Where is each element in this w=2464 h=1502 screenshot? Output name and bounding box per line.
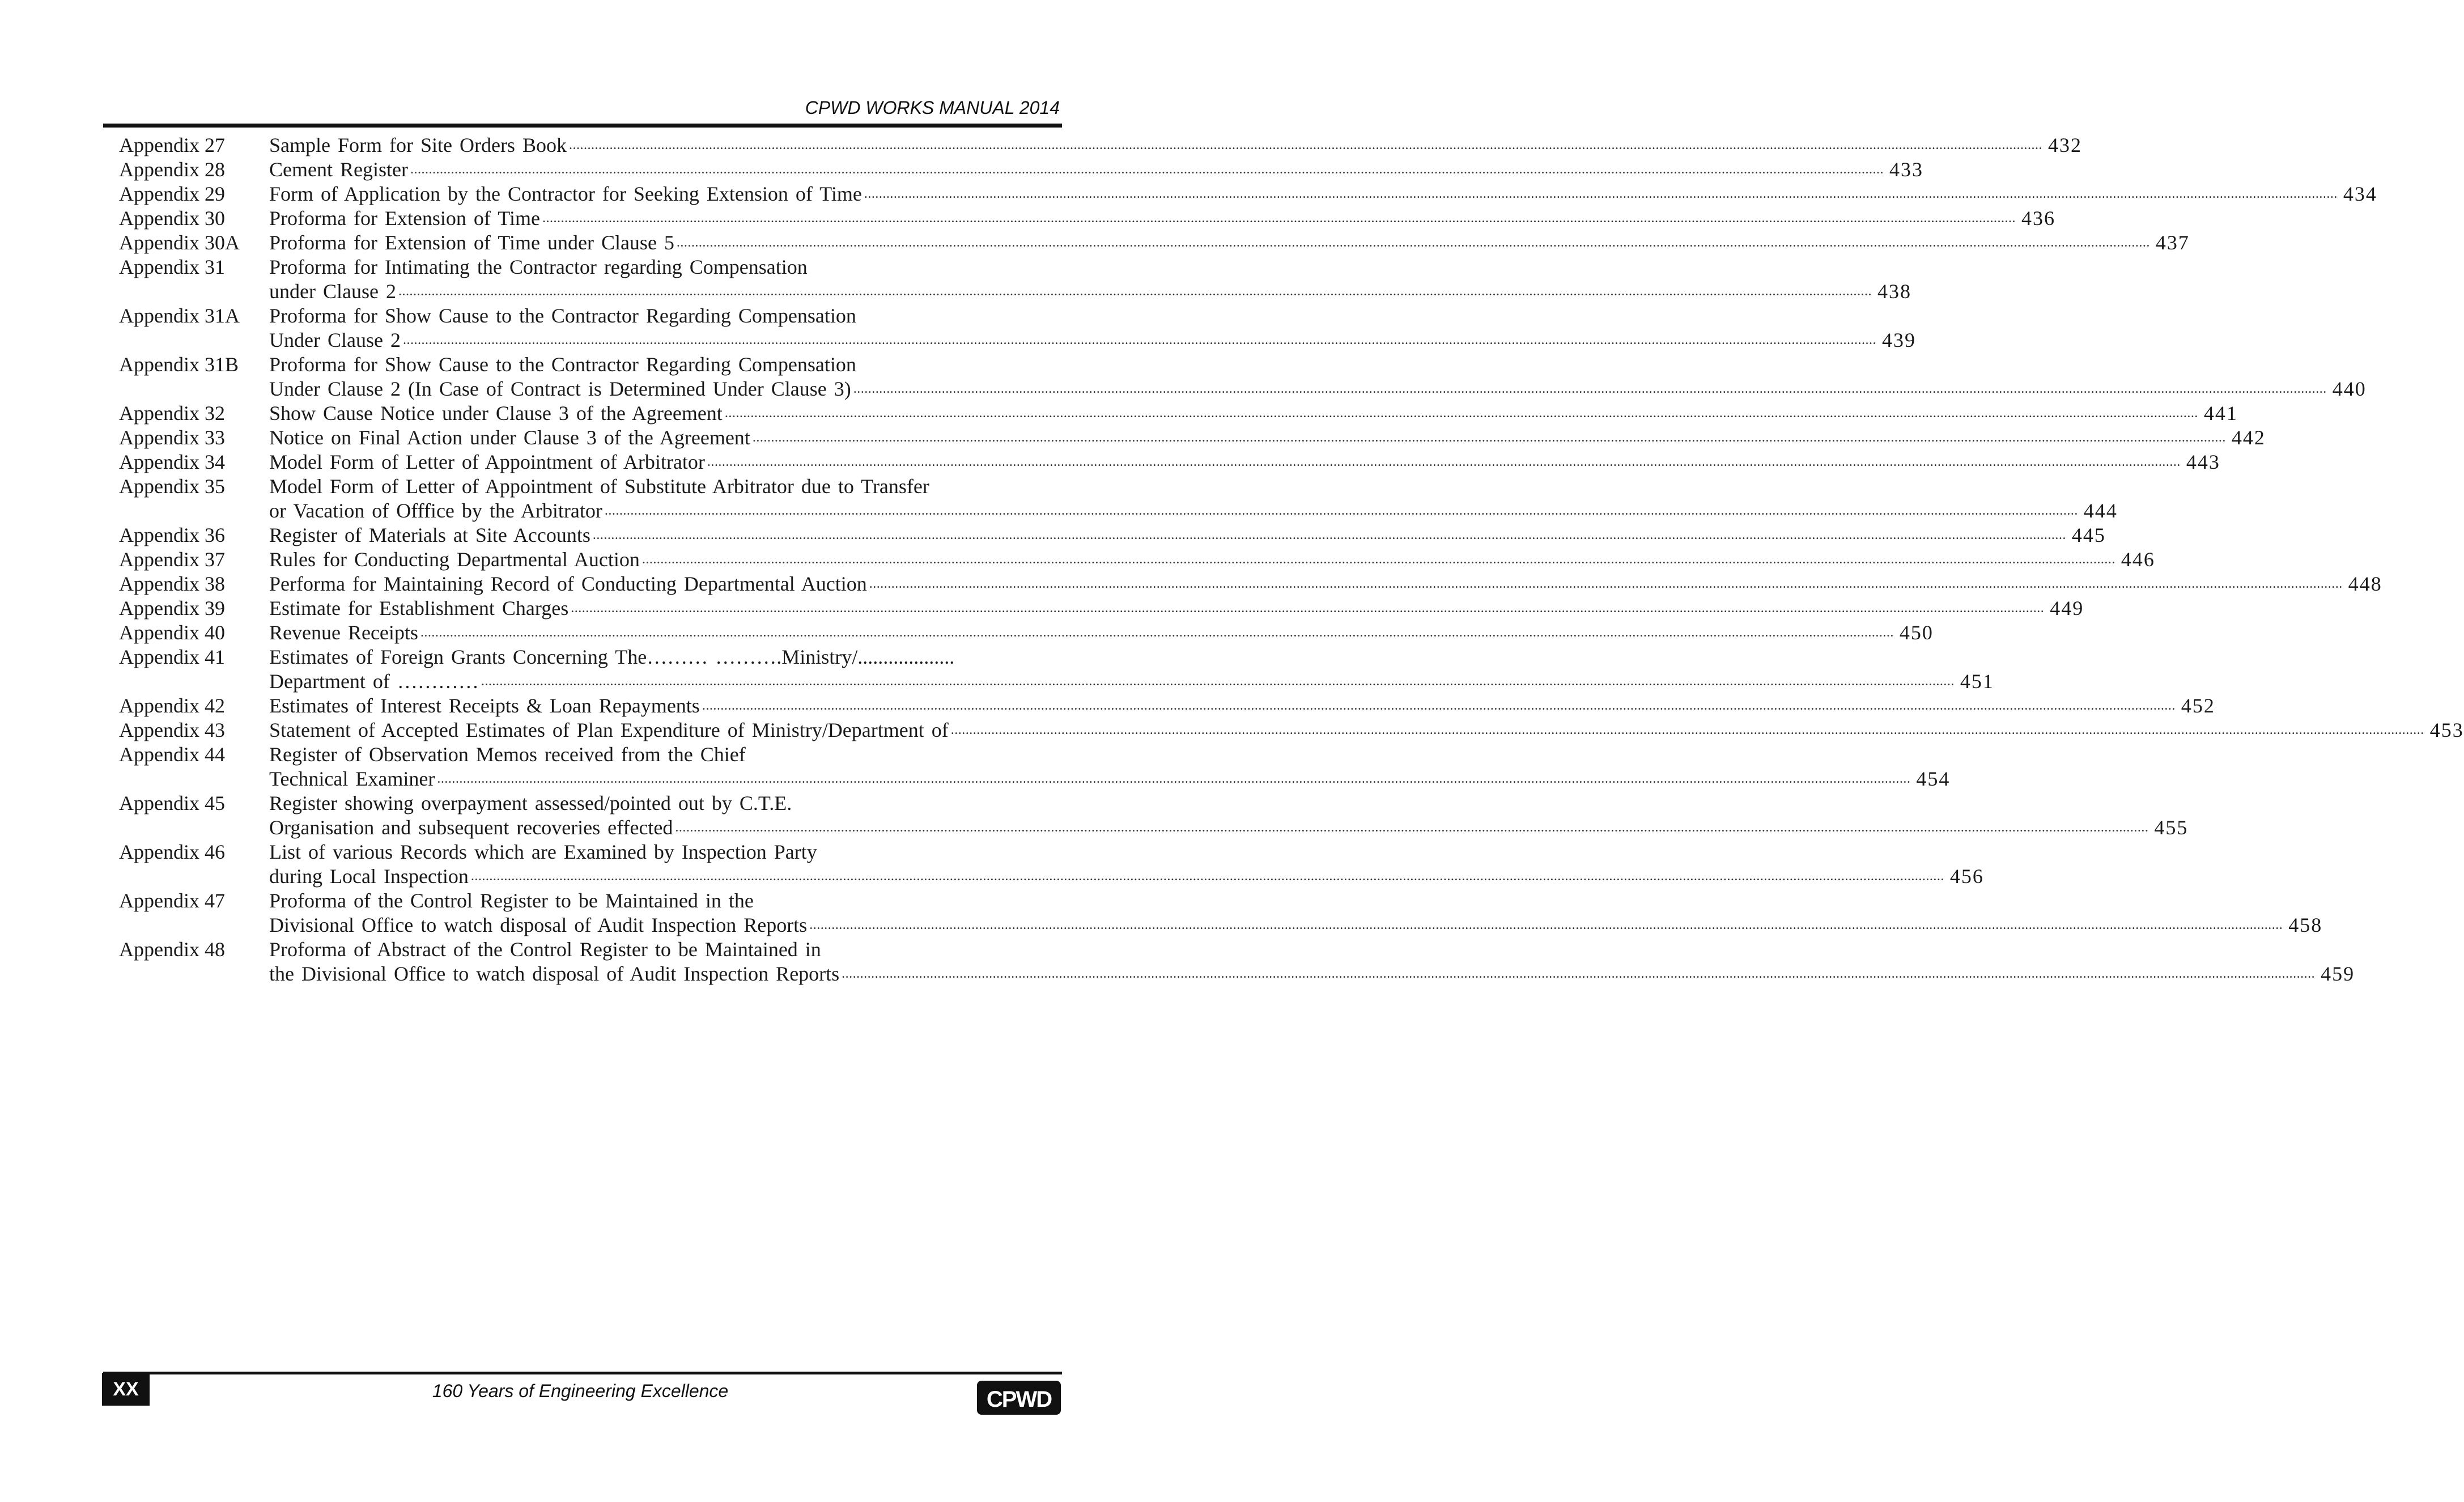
toc-line bbox=[269, 889, 2322, 913]
toc-line bbox=[269, 596, 2084, 621]
toc-line bbox=[269, 694, 2215, 718]
toc-line-title: Model Form of Letter of Appointment of Arbitrator bbox=[269, 451, 705, 473]
toc-line bbox=[269, 206, 2055, 231]
dot-leader: ................................................................................................................................................................................................................................................................................................................................................................................................................ bbox=[571, 601, 2045, 616]
toc-line bbox=[269, 523, 2106, 548]
toc-entry-label: Appendix 29 bbox=[119, 183, 225, 205]
toc-line-title: Model Form of Letter of Appointment of Substitute Arbitrator due to Transfer bbox=[269, 475, 929, 498]
dot-leader: ................................................................................................................................................................................................................................................................................................................................................................................................................ bbox=[752, 430, 2226, 445]
toc-entry-label: Appendix 30A bbox=[119, 231, 240, 254]
toc-page-number: 441 bbox=[2203, 402, 2238, 425]
toc-page-number: 444 bbox=[2083, 499, 2118, 522]
toc-entry-body bbox=[269, 791, 2188, 840]
toc-entry-body bbox=[269, 231, 2190, 255]
dot-leader: ................................................................................................................................................................................................................................................................................................................................................................................................................ bbox=[950, 723, 2424, 737]
toc-line-title: Department of ………… bbox=[269, 670, 479, 693]
toc-line bbox=[269, 279, 1911, 304]
toc-line-title: Register of Materials at Site Accounts bbox=[269, 524, 590, 546]
toc-line-title: Statement of Accepted Estimates of Plan Expenditure of Ministry/Department of bbox=[269, 719, 949, 741]
dot-leader: ................................................................................................................................................................................................................................................................................................................................................................................................................ bbox=[675, 820, 2149, 835]
toc-entry-label: Appendix 31B bbox=[119, 353, 239, 376]
toc-line-title: Proforma of Abstract of the Control Register to be Maintained in bbox=[269, 938, 821, 961]
toc-entry bbox=[119, 474, 2118, 523]
toc-line bbox=[269, 645, 1994, 669]
toc-line-title: Show Cause Notice under Clause 3 of the Agreement bbox=[269, 402, 723, 425]
toc-entry-label: Appendix 38 bbox=[119, 572, 225, 595]
toc-line-title: Estimate for Establishment Charges bbox=[269, 597, 569, 620]
toc-entry bbox=[119, 621, 1934, 645]
dot-leader: ................................................................................................................................................................................................................................................................................................................................................................................................................ bbox=[604, 503, 2078, 518]
table-of-contents bbox=[119, 133, 2464, 986]
toc-line bbox=[269, 231, 2190, 255]
toc-entry-body bbox=[269, 596, 2084, 621]
toc-entry bbox=[119, 523, 2106, 548]
toc-line-title: Under Clause 2 (In Case of Contract is Determined Under Clause 3) bbox=[269, 377, 851, 400]
toc-entry-body bbox=[269, 158, 1923, 182]
toc-entry bbox=[119, 572, 2382, 596]
toc-line bbox=[269, 474, 2118, 499]
toc-page-number: 440 bbox=[2332, 377, 2367, 400]
toc-page-number: 434 bbox=[2343, 183, 2377, 205]
toc-page-number: 448 bbox=[2348, 572, 2382, 595]
toc-entry bbox=[119, 548, 2155, 572]
toc-entry-body bbox=[269, 718, 2464, 742]
toc-page-number: 443 bbox=[2186, 451, 2220, 473]
toc-entry-label: Appendix 31 bbox=[119, 256, 225, 278]
toc-line-title: Cement Register bbox=[269, 158, 408, 181]
toc-entry-label: Appendix 32 bbox=[119, 402, 225, 425]
toc-entry-label: Appendix 27 bbox=[119, 134, 225, 156]
toc-entry-label: Appendix 41 bbox=[119, 646, 225, 668]
toc-entry bbox=[119, 304, 1916, 353]
toc-line-title: Sample Form for Site Orders Book bbox=[269, 134, 567, 156]
toc-line bbox=[269, 718, 2464, 742]
toc-entry-body bbox=[269, 840, 1984, 889]
dot-leader: ................................................................................................................................................................................................................................................................................................................................................................................................................ bbox=[410, 162, 1884, 177]
toc-page-number: 455 bbox=[2154, 816, 2189, 839]
dot-leader: ................................................................................................................................................................................................................................................................................................................................................................................................................ bbox=[676, 235, 2150, 250]
toc-page-number: 456 bbox=[1949, 865, 1984, 888]
toc-entry-body bbox=[269, 645, 1994, 694]
toc-entry bbox=[119, 353, 2367, 401]
toc-line bbox=[269, 913, 2322, 937]
toc-line bbox=[269, 158, 1923, 182]
toc-entry-body bbox=[269, 304, 1916, 353]
cpwd-logo bbox=[977, 1381, 1061, 1415]
toc-entry-body bbox=[269, 889, 2322, 937]
toc-entry bbox=[119, 255, 1911, 304]
dot-leader: ................................................................................................................................................................................................................................................................................................................................................................................................................ bbox=[702, 698, 2176, 713]
footer-tagline: 160 Years of Engineering Excellence bbox=[432, 1381, 729, 1401]
page-number: XX bbox=[102, 1373, 150, 1406]
toc-page-number: 439 bbox=[1881, 329, 1916, 351]
toc-line bbox=[269, 328, 1916, 353]
toc-entry-label: Appendix 42 bbox=[119, 694, 225, 717]
toc-entry-label: Appendix 46 bbox=[119, 841, 225, 863]
dot-leader: ................................................................................................................................................................................................................................................................................................................................................................................................................ bbox=[542, 211, 2016, 226]
dot-leader: ................................................................................................................................................................................................................................................................................................................................................................................................................ bbox=[568, 138, 2042, 152]
toc-entry-body bbox=[269, 133, 2082, 158]
toc-line bbox=[269, 840, 1984, 864]
dot-leader: ................................................................................................................................................................................................................................................................................................................................................................................................................ bbox=[707, 455, 2181, 469]
toc-line bbox=[269, 572, 2382, 596]
dot-leader: ................................................................................................................................................................................................................................................................................................................................................................................................................ bbox=[864, 186, 2338, 201]
dot-leader: ................................................................................................................................................................................................................................................................................................................................................................................................................ bbox=[592, 528, 2066, 542]
header-rule bbox=[103, 124, 1062, 128]
toc-entry-body bbox=[269, 621, 1934, 645]
dot-leader: ................................................................................................................................................................................................................................................................................................................................................................................................................ bbox=[470, 869, 1944, 884]
toc-line bbox=[269, 353, 2367, 377]
toc-line-title: Proforma for Show Cause to the Contractor Regarding Compensation bbox=[269, 353, 856, 376]
toc-entry bbox=[119, 426, 2266, 450]
toc-line bbox=[269, 133, 2082, 158]
running-header-title: CPWD WORKS MANUAL 2014 bbox=[805, 97, 1060, 118]
toc-line-title: Proforma for Show Cause to the Contractor Regarding Compensation bbox=[269, 304, 856, 327]
toc-line-title: Performa for Maintaining Record of Conducting Departmental Auction bbox=[269, 572, 867, 595]
toc-line bbox=[269, 791, 2188, 816]
dot-leader: ................................................................................................................................................................................................................................................................................................................................................................................................................ bbox=[437, 771, 1911, 786]
toc-line-title: Register of Observation Memos received from the Chief bbox=[269, 743, 746, 766]
toc-entry-body bbox=[269, 206, 2055, 231]
toc-line-title: Revenue Receipts bbox=[269, 621, 418, 644]
dot-leader: ................................................................................................................................................................................................................................................................................................................................................................................................................ bbox=[402, 333, 1876, 347]
toc-entry-label: Appendix 45 bbox=[119, 792, 225, 814]
toc-entry-label: Appendix 30 bbox=[119, 207, 225, 230]
toc-page-number: 433 bbox=[1889, 158, 1923, 181]
toc-line bbox=[269, 937, 2355, 962]
toc-entry bbox=[119, 791, 2189, 840]
toc-line-title: Divisional Office to watch disposal of Audit Inspection Reports bbox=[269, 914, 808, 936]
toc-entry-body bbox=[269, 742, 1950, 791]
dot-leader: ................................................................................................................................................................................................................................................................................................................................................................................................................ bbox=[420, 625, 1894, 640]
toc-entry bbox=[119, 206, 2055, 231]
toc-page-number: 458 bbox=[2288, 914, 2323, 936]
dot-leader: ................................................................................................................................................................................................................................................................................................................................................................................................................ bbox=[481, 674, 1955, 689]
toc-page-number: 453 bbox=[2429, 719, 2464, 741]
toc-entry bbox=[119, 450, 2220, 474]
toc-entry-label: Appendix 48 bbox=[119, 938, 225, 961]
dot-leader: ................................................................................................................................................................................................................................................................................................................................................................................................................ bbox=[853, 381, 2327, 396]
toc-line bbox=[269, 962, 2355, 986]
toc-entry-label: Appendix 36 bbox=[119, 524, 225, 546]
toc-page-number: 459 bbox=[2321, 962, 2355, 985]
toc-entry bbox=[119, 596, 2084, 621]
toc-entry bbox=[119, 401, 2238, 426]
toc-entry-label: Appendix 34 bbox=[119, 451, 225, 473]
toc-page-number: 449 bbox=[2050, 597, 2084, 620]
toc-page-number: 445 bbox=[2071, 524, 2106, 546]
toc-line-title: Estimates of Interest Receipts & Loan Repayments bbox=[269, 694, 700, 717]
toc-line bbox=[269, 499, 2118, 523]
toc-line-title: Estimates of Foreign Grants Concerning The……… ……….Ministry/................... bbox=[269, 646, 955, 668]
toc-entry-label: Appendix 40 bbox=[119, 621, 225, 644]
toc-entry bbox=[119, 937, 2355, 986]
toc-line-title: Technical Examiner bbox=[269, 767, 435, 790]
toc-line-title: Register showing overpayment assessed/pointed out by C.T.E. bbox=[269, 792, 792, 814]
toc-entry bbox=[119, 889, 2323, 937]
toc-page-number: 452 bbox=[2181, 694, 2215, 717]
toc-entry bbox=[119, 645, 1994, 694]
toc-page-number: 442 bbox=[2231, 426, 2266, 449]
toc-page-number: 432 bbox=[2047, 134, 2082, 156]
toc-line-title: Form of Application by the Contractor for Seeking Extension of Time bbox=[269, 183, 862, 205]
toc-line bbox=[269, 255, 1911, 279]
toc-line-title: Proforma for Extension of Time under Clause 5 bbox=[269, 231, 674, 254]
toc-page-number: 446 bbox=[2121, 548, 2155, 571]
toc-entry-body bbox=[269, 450, 2220, 474]
footer-rule bbox=[103, 1372, 1062, 1374]
toc-line-title: Proforma for Extension of Time bbox=[269, 207, 540, 230]
toc-page-number: 437 bbox=[2155, 231, 2190, 254]
toc-entry-body bbox=[269, 937, 2355, 986]
toc-entry-label: Appendix 35 bbox=[119, 475, 225, 498]
toc-line bbox=[269, 864, 1984, 889]
toc-page-number: 436 bbox=[2021, 207, 2055, 230]
toc-entry bbox=[119, 133, 2082, 158]
toc-line bbox=[269, 742, 1950, 767]
toc-line bbox=[269, 621, 1934, 645]
toc-entry-body bbox=[269, 523, 2106, 548]
toc-line bbox=[269, 450, 2220, 474]
toc-line bbox=[269, 426, 2266, 450]
dot-leader: ................................................................................................................................................................................................................................................................................................................................................................................................................ bbox=[842, 966, 2316, 981]
toc-line-title: Notice on Final Action under Clause 3 of the Agreement bbox=[269, 426, 750, 449]
dot-leader: ................................................................................................................................................................................................................................................................................................................................................................................................................ bbox=[724, 406, 2198, 421]
toc-line-title: the Divisional Office to watch disposal of Audit Inspection Reports bbox=[269, 962, 840, 985]
toc-entry bbox=[119, 742, 1951, 791]
dot-leader: ................................................................................................................................................................................................................................................................................................................................................................................................................ bbox=[398, 284, 1872, 299]
toc-line-title: List of various Records which are Examined by Inspection Party bbox=[269, 841, 817, 863]
toc-line bbox=[269, 669, 1994, 694]
toc-entry-body bbox=[269, 572, 2382, 596]
toc-line bbox=[269, 816, 2188, 840]
dot-leader: ................................................................................................................................................................................................................................................................................................................................................................................................................ bbox=[809, 918, 2283, 932]
toc-page-number: 451 bbox=[1960, 670, 1994, 693]
toc-line-title: Organisation and subsequent recoveries effected bbox=[269, 816, 673, 839]
cpwd-logo-text: CPWD bbox=[986, 1387, 1052, 1412]
toc-entry bbox=[119, 718, 2464, 742]
toc-line bbox=[269, 548, 2155, 572]
toc-entry-label: Appendix 44 bbox=[119, 743, 225, 766]
toc-entry bbox=[119, 840, 1984, 889]
toc-entry-body bbox=[269, 401, 2238, 426]
toc-entry-label: Appendix 43 bbox=[119, 719, 225, 741]
toc-entry bbox=[119, 694, 2215, 718]
toc-entry bbox=[119, 182, 2377, 206]
toc-line bbox=[269, 182, 2377, 206]
toc-line-title: or Vacation of Offfice by the Arbitrator bbox=[269, 499, 602, 522]
toc-line-title: Proforma of the Control Register to be Maintained in the bbox=[269, 889, 754, 912]
toc-entry-label: Appendix 37 bbox=[119, 548, 225, 571]
toc-entry-body bbox=[269, 474, 2118, 523]
toc-entry bbox=[119, 231, 2190, 255]
toc-entry-label: Appendix 47 bbox=[119, 889, 225, 912]
toc-entry-body bbox=[269, 353, 2367, 401]
toc-line-title: under Clause 2 bbox=[269, 280, 396, 303]
toc-line bbox=[269, 304, 1916, 328]
toc-entry-label: Appendix 33 bbox=[119, 426, 225, 449]
toc-entry-body bbox=[269, 426, 2266, 450]
toc-page-number: 438 bbox=[1877, 280, 1911, 303]
toc-entry-body bbox=[269, 255, 1911, 304]
toc-line-title: Under Clause 2 bbox=[269, 329, 401, 351]
toc-page-number: 450 bbox=[1899, 621, 1934, 644]
dot-leader: ................................................................................................................................................................................................................................................................................................................................................................................................................ bbox=[642, 552, 2115, 567]
toc-entry-body bbox=[269, 694, 2215, 718]
dot-leader: ................................................................................................................................................................................................................................................................................................................................................................................................................ bbox=[869, 576, 2343, 591]
toc-line-title: Proforma for Intimating the Contractor regarding Compensation bbox=[269, 256, 808, 278]
toc-page-number: 454 bbox=[1916, 767, 1951, 790]
toc-entry-label: Appendix 28 bbox=[119, 158, 225, 181]
toc-entry-body bbox=[269, 548, 2155, 572]
toc-entry bbox=[119, 158, 1923, 182]
toc-line-title: during Local Inspection bbox=[269, 865, 469, 888]
toc-entry-label: Appendix 39 bbox=[119, 597, 225, 620]
toc-entry-label: Appendix 31A bbox=[119, 304, 240, 327]
toc-line-title: Rules for Conducting Departmental Auction bbox=[269, 548, 640, 571]
toc-line bbox=[269, 401, 2238, 426]
toc-entry-body bbox=[269, 182, 2377, 206]
toc-line bbox=[269, 767, 1950, 791]
toc-line bbox=[269, 377, 2367, 401]
